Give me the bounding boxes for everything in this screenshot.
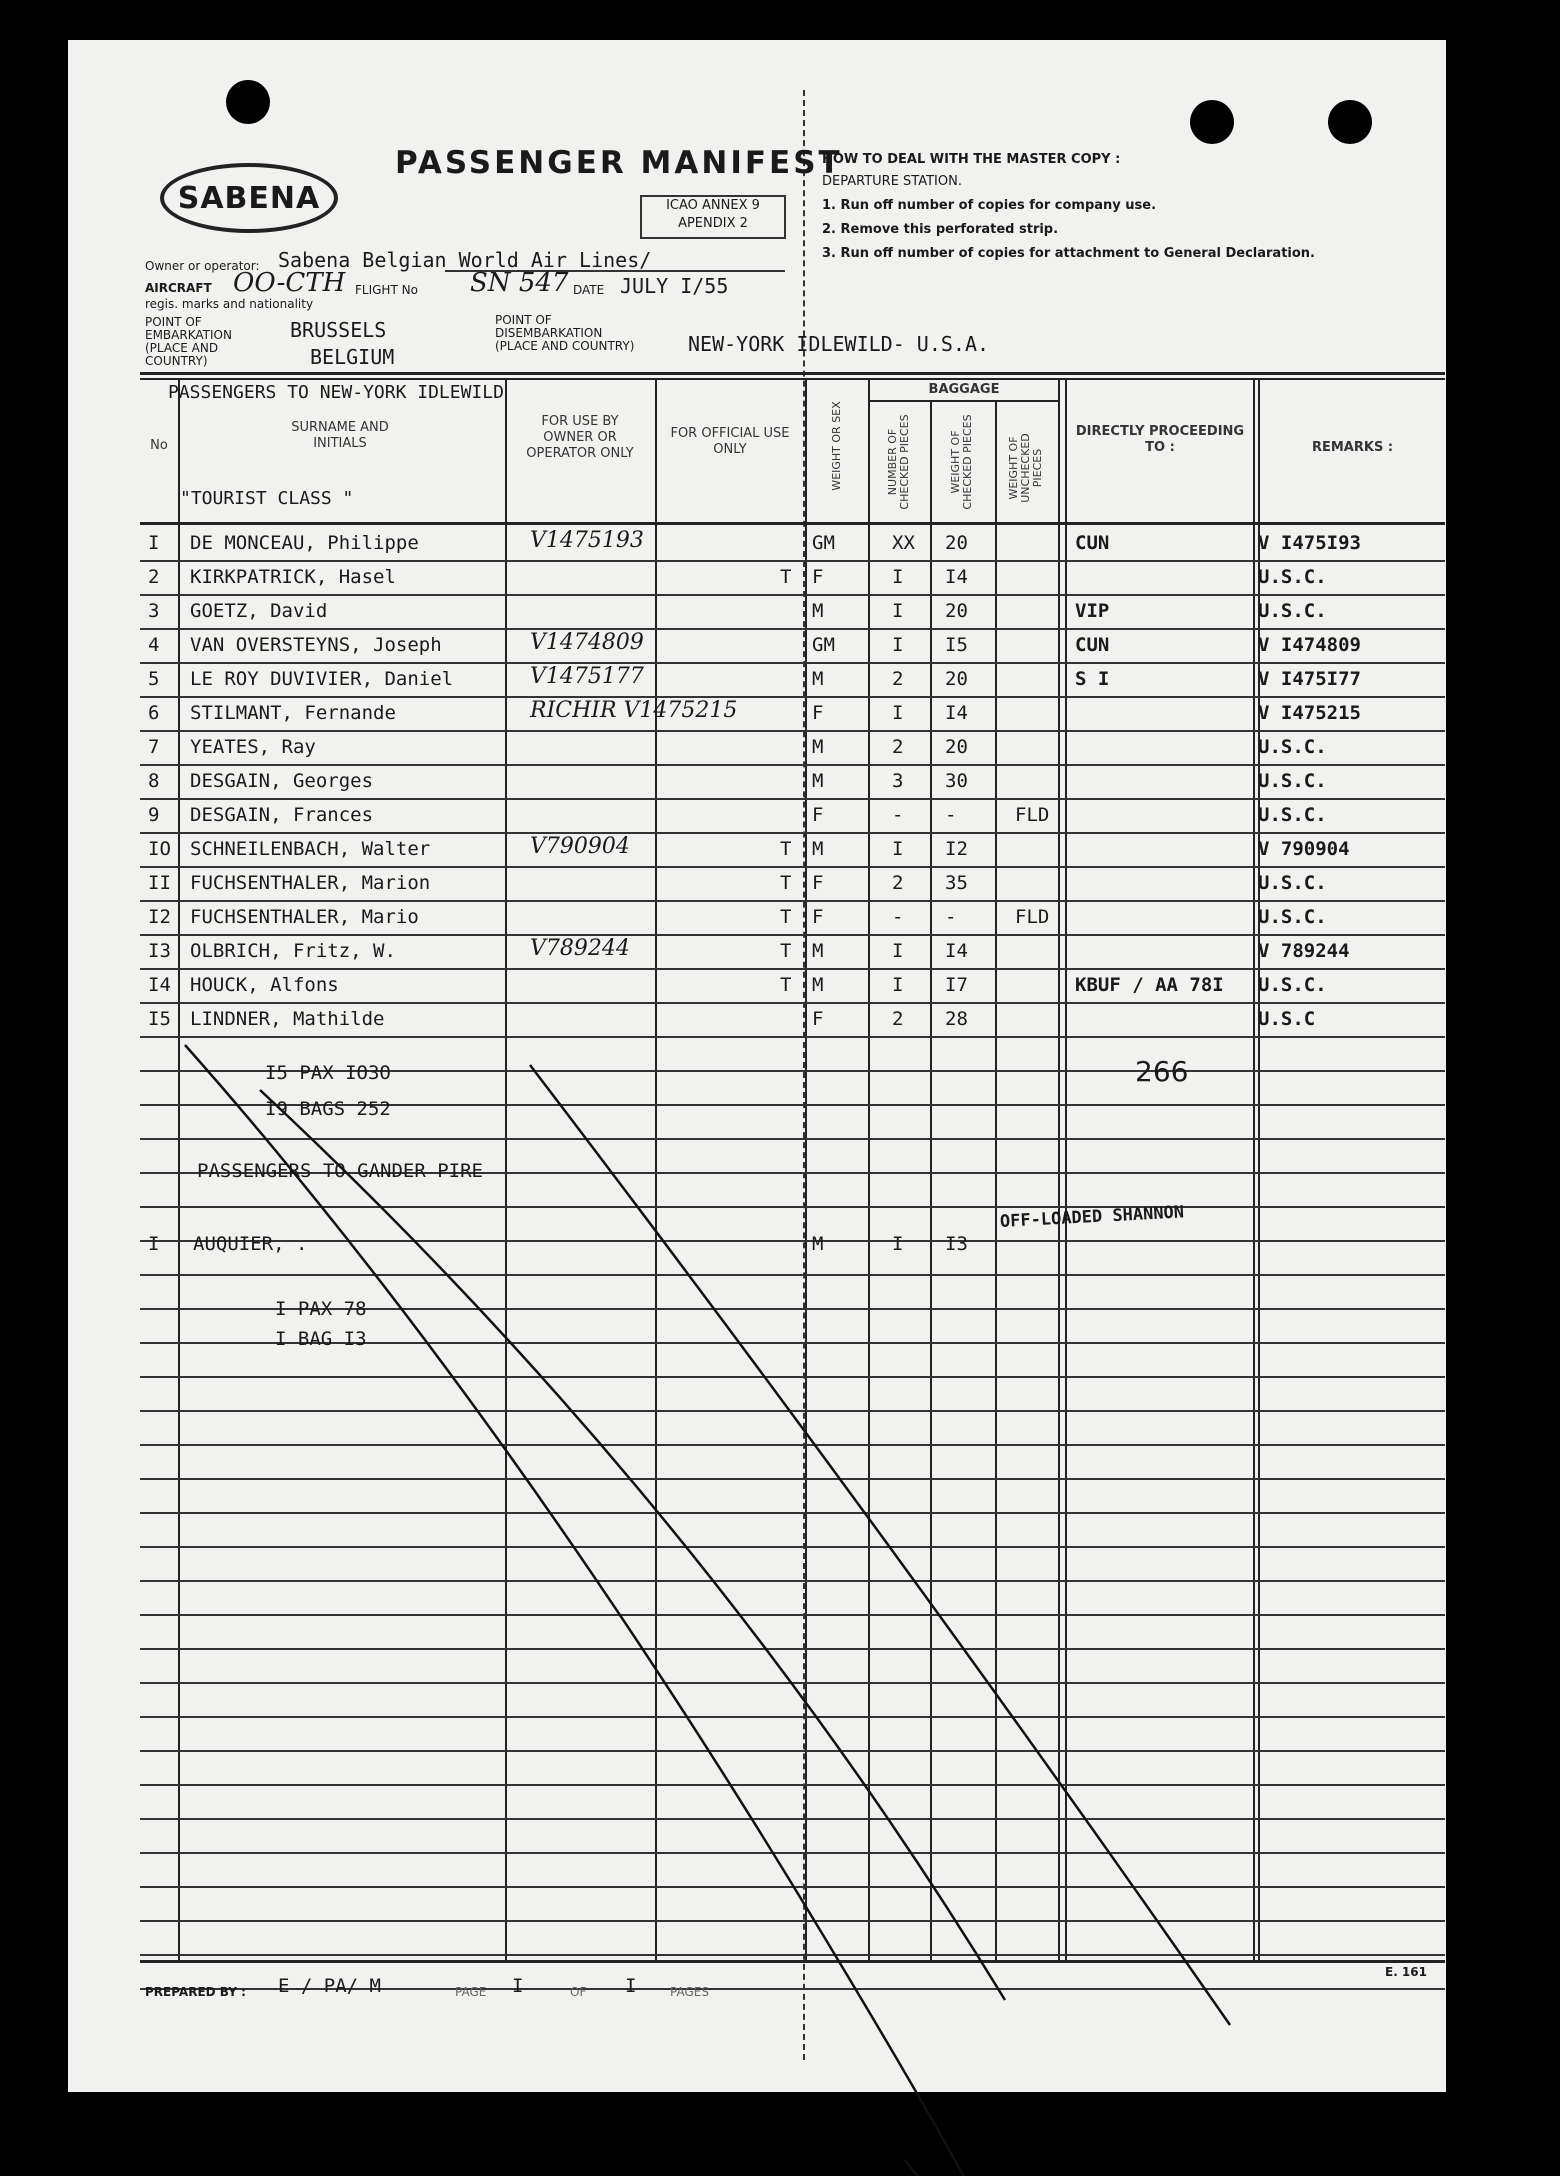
row-name: LE ROY DUVIVIER, Daniel: [190, 668, 454, 690]
row-name: GOETZ, David: [190, 600, 328, 622]
gander-sex: M: [812, 1233, 824, 1255]
row-remark: U.S.C.: [1258, 770, 1327, 792]
row-bag-num: I: [892, 974, 904, 996]
row-sex: M: [812, 940, 824, 962]
col-weight-sex: WEIGHT OR SEX: [830, 401, 843, 491]
date-value: JULY I/55: [620, 274, 729, 298]
row-name: KIRKPATRICK, Hasel: [190, 566, 396, 588]
row-name: DE MONCEAU, Philippe: [190, 532, 419, 554]
row-bag-weight: I7: [945, 974, 968, 996]
owner-value: Sabena Belgian World Air Lines/: [278, 248, 652, 272]
row-sex: M: [812, 974, 824, 996]
row-name: OLBRICH, Fritz, W.: [190, 940, 396, 962]
disembark-label: POINT OF DISEMBARKATION (PLACE AND COUNTRY): [495, 313, 635, 353]
owner-label: Owner or operator:: [145, 259, 260, 273]
row-name: YEATES, Ray: [190, 736, 316, 758]
row-bag-weight: I4: [945, 940, 968, 962]
row-bag-weight: I4: [945, 566, 968, 588]
embark-label: POINT OF EMBARKATION (PLACE AND COUNTRY): [145, 315, 232, 368]
row-name: STILMANT, Fernande: [190, 702, 396, 724]
row-sex: F: [812, 566, 824, 588]
row-t: T: [780, 974, 792, 996]
col-remarks: REMARKS :: [1311, 440, 1394, 455]
row-remark: U.S.C.: [1258, 736, 1327, 758]
col-no: No: [150, 438, 168, 453]
row-remark: V I474809: [1258, 634, 1361, 656]
row-remark: U.S.C.: [1258, 566, 1327, 588]
row-dest: KBUF / AA 78I: [1075, 974, 1224, 996]
row-bag-num: -: [892, 804, 904, 826]
row-remark: U.S.C.: [1258, 804, 1327, 826]
col-bag-num: NUMBER OF CHECKED PIECES: [886, 414, 911, 510]
row-name: FUCHSENTHALER, Marion: [190, 872, 431, 894]
sabena-logo: SABENA: [160, 163, 338, 233]
icao-line: ICAO ANNEX 9: [666, 198, 760, 213]
page-value: I: [512, 1975, 524, 1997]
row-bag-num: 3: [892, 770, 904, 792]
row-remark: U.S.C.: [1258, 600, 1327, 622]
row-sex: F: [812, 804, 824, 826]
row-bag-weight: 20: [945, 668, 968, 690]
col-official-use: FOR OFFICIAL USE ONLY: [670, 426, 790, 457]
prepared-value: E / PA/ M: [278, 1975, 381, 1997]
row-bag-weight: I4: [945, 702, 968, 724]
row-bag-weight: -: [945, 906, 957, 928]
row-bag-weight: I2: [945, 838, 968, 860]
row-t: T: [780, 940, 792, 962]
date-label: DATE: [573, 283, 605, 297]
strike-line: [260, 1090, 1005, 2000]
flight-value: SN 547: [470, 268, 569, 298]
row-bag-num: 2: [892, 736, 904, 758]
gander-weight: I3: [945, 1233, 968, 1255]
row-name: HOUCK, Alfons: [190, 974, 339, 996]
row-sex: M: [812, 838, 824, 860]
row-no: 9: [148, 804, 160, 826]
row-t: T: [780, 566, 792, 588]
gander-title: PASSENGERS TO GANDER PIRE: [197, 1160, 483, 1182]
row-sex: M: [812, 668, 824, 690]
instructions-step: 1. Run off number of copies for company use.: [822, 198, 1157, 213]
gander-bags: I BAG I3: [275, 1328, 367, 1350]
instructions-station: DEPARTURE STATION.: [822, 174, 962, 189]
row-bag-weight: 20: [945, 532, 968, 554]
row-remark: U.S.C: [1258, 1008, 1316, 1030]
page-title: PASSENGER MANIFEST: [395, 145, 843, 181]
row-remark: U.S.C.: [1258, 872, 1327, 894]
disembark-value: NEW-YORK IDLEWILD- U.S.A.: [688, 332, 990, 356]
offloaded-stamp: OFF-LOADED SHANNON: [999, 1202, 1185, 1232]
row-name: FUCHSENTHALER, Mario: [190, 906, 419, 928]
row-no: I2: [148, 906, 171, 928]
aircraft-label: AIRCRAFT: [145, 281, 212, 295]
aircraft-value: OO-CTH: [233, 268, 346, 298]
row-bag-num: 2: [892, 668, 904, 690]
row-no: I3: [148, 940, 171, 962]
row-bag-num: I: [892, 838, 904, 860]
row-t: T: [780, 906, 792, 928]
row-bag-num: 2: [892, 1008, 904, 1030]
row-name: DESGAIN, Frances: [190, 804, 374, 826]
col-bag-unch: WEIGHT OF UNCHECKED PIECES: [1007, 433, 1044, 503]
embark-country: BELGIUM: [310, 345, 395, 369]
icao-line: APENDIX 2: [678, 216, 748, 231]
of-label: OF: [570, 1985, 587, 1999]
col-bag-weight: WEIGHT OF CHECKED PIECES: [949, 414, 974, 510]
row-sex: M: [812, 770, 824, 792]
group-title: PASSENGERS TO NEW-YORK IDLEWILD: [168, 382, 504, 403]
row-bag-weight: 20: [945, 600, 968, 622]
row-remark: V 789244: [1258, 940, 1350, 962]
strike-line: [185, 1045, 1005, 2176]
row-remark: V I475I93: [1258, 532, 1361, 554]
row-sex: GM: [812, 634, 835, 656]
row-name: VAN OVERSTEYNS, Joseph: [190, 634, 442, 656]
row-bag-weight: 28: [945, 1008, 968, 1030]
col-baggage: BAGGAGE: [928, 382, 1000, 397]
row-sex: F: [812, 1008, 824, 1030]
row-remark: U.S.C.: [1258, 906, 1327, 928]
row-owner: V1474809: [530, 630, 644, 655]
gander-name: AUQUIER, .: [193, 1233, 308, 1255]
row-no: 7: [148, 736, 160, 758]
row-bag-weight: -: [945, 804, 957, 826]
row-remark: V I475215: [1258, 702, 1361, 724]
row-dest: CUN: [1075, 634, 1110, 656]
row-dest: S I: [1075, 668, 1110, 690]
row-remark: V 790904: [1258, 838, 1350, 860]
gander-pax: I PAX 78: [275, 1298, 367, 1320]
form-number: E. 161: [1385, 1965, 1427, 1979]
row-no: I4: [148, 974, 171, 996]
totals-bags: I9 BAGS 252: [265, 1098, 391, 1120]
class-label: "TOURIST CLASS ": [180, 488, 354, 509]
row-owner: V790904: [530, 834, 630, 859]
row-t: T: [780, 838, 792, 860]
row-no: IO: [148, 838, 171, 860]
row-owner: RICHIR V1475215: [530, 698, 738, 723]
row-no: I5: [148, 1008, 171, 1030]
row-name: LINDNER, Mathilde: [190, 1008, 385, 1030]
row-sex: M: [812, 600, 824, 622]
row-t: T: [780, 872, 792, 894]
row-bag-num: -: [892, 906, 904, 928]
row-no: 5: [148, 668, 160, 690]
row-bag-num: I: [892, 600, 904, 622]
row-name: DESGAIN, Georges: [190, 770, 374, 792]
row-no: I: [148, 532, 160, 554]
row-bag-weight: I5: [945, 634, 968, 656]
row-sex: GM: [812, 532, 835, 554]
row-owner: V1475177: [530, 664, 644, 689]
row-no: II: [148, 872, 171, 894]
flight-label: FLIGHT No: [355, 283, 418, 297]
regis-label: regis. marks and nationality: [145, 297, 314, 311]
instructions-step: 3. Run off number of copies for attachment to General Declaration.: [822, 246, 1315, 261]
col-surname: SURNAME AND INITIALS: [291, 420, 389, 451]
row-bag-weight: 20: [945, 736, 968, 758]
row-no: 8: [148, 770, 160, 792]
gander-num: I: [892, 1233, 904, 1255]
totals-extra: 266: [1135, 1055, 1189, 1088]
gander-no: I: [148, 1233, 160, 1255]
row-remark: U.S.C.: [1258, 974, 1327, 996]
row-sex: F: [812, 872, 824, 894]
row-no: 4: [148, 634, 160, 656]
row-bag-num: I: [892, 566, 904, 588]
prepared-label: PREPARED BY :: [145, 1985, 246, 1999]
pages-label: PAGES: [670, 1985, 709, 1999]
row-sex: F: [812, 906, 824, 928]
instructions-step: 2. Remove this perforated strip.: [822, 222, 1059, 237]
row-sex: F: [812, 702, 824, 724]
row-owner: V789244: [530, 936, 630, 961]
row-bag-unch: FLD: [1015, 804, 1050, 826]
row-remark: V I475I77: [1258, 668, 1361, 690]
page-label: PAGE: [455, 1985, 487, 1999]
row-bag-weight: 30: [945, 770, 968, 792]
row-bag-num: I: [892, 702, 904, 724]
totals-pax: I5 PAX IO3O: [265, 1062, 391, 1084]
row-bag-unch: FLD: [1015, 906, 1050, 928]
row-bag-num: 2: [892, 872, 904, 894]
row-no: 6: [148, 702, 160, 724]
row-sex: M: [812, 736, 824, 758]
row-bag-num: I: [892, 634, 904, 656]
row-dest: CUN: [1075, 532, 1110, 554]
embark-city: BRUSSELS: [290, 318, 387, 342]
of-value: I: [625, 1975, 637, 1997]
row-dest: VIP: [1075, 600, 1110, 622]
row-bag-num: XX: [892, 532, 915, 554]
row-owner: V1475193: [530, 528, 644, 553]
col-owner-use: FOR USE BY OWNER OR OPERATOR ONLY: [526, 414, 634, 461]
instructions-title: HOW TO DEAL WITH THE MASTER COPY :: [822, 152, 1121, 167]
row-no: 3: [148, 600, 160, 622]
row-name: SCHNEILENBACH, Walter: [190, 838, 431, 860]
row-bag-num: I: [892, 940, 904, 962]
row-no: 2: [148, 566, 160, 588]
strike-line: [530, 1065, 1230, 2025]
col-proceeding: DIRECTLY PROCEEDING TO :: [1075, 424, 1245, 455]
row-bag-weight: 35: [945, 872, 968, 894]
